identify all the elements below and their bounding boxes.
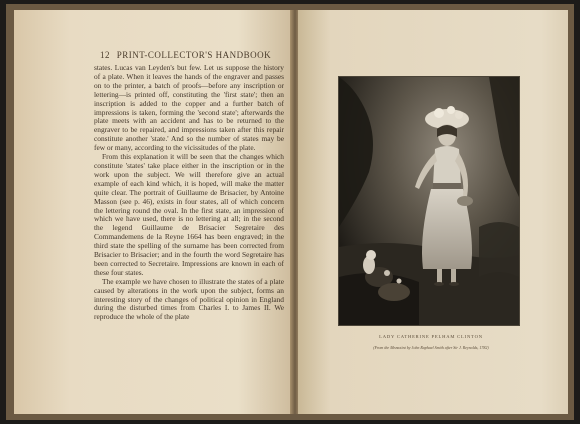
portrait-illustration — [339, 77, 519, 325]
left-page — [14, 10, 294, 414]
paragraph-1: states. Lucas van Leyden's but few. Let us suppose the history of a plate. When it leaves the hands of the engraver and passes on to the printer, a batch of proofs—before any inscription or lettering—is printed off, constituting the 'first state'; then an inscription is added to the copper and a further batch of impressions is taken, forming the 'second state'; afterwards the plate meets with an accident and has to be returned to the engraver to be repaired, and impressions taken after this repair constitute another 'state.' And so the number of states may be few or many, according to the vicissitudes of the plate. — [94, 63, 284, 153]
right-page — [298, 10, 568, 414]
running-head — [100, 50, 280, 60]
running-head-title: PRINT-COLLECTOR'S HANDBOOK — [116, 50, 272, 60]
plate-caption — [318, 334, 544, 350]
page-number: 12 — [100, 50, 110, 60]
caption-credit: (From the Mezzotint by John Raphael Smith after Sir J. Reynolds, 1782) — [373, 345, 489, 350]
mezzotint-plate — [338, 76, 520, 326]
body-text — [94, 64, 284, 322]
paragraph-3: The example we have chosen to illustrate the states of a plate caused by alterations in the work upon the subject, forms an interesting story of the changes of political opinion in England during the disturbed times from Charles I. to James II. We reproduce the whole of the plate — [94, 276, 284, 322]
paragraph-2: From this explanation it will be seen that the changes which constitute 'states' take place either in the inscription or in the work upon the subject. We will therefore give an actual example of each kind which, it is hoped, will make the matter quite clear. The portrait of Guillaume de Brisacier, by Antoine Masson (see p. 46), exists in four states, all of which concern the lettering round the oval. In the first state, an impression of which we have used, there is no lettering at all; in the second the legend Guillaume de Brisacier Segretaire des Commandemens de la Reyne 1664 has been engraved; in the third state the spelling of the surname has been corrected from Brisacier to Brisacier; and in the fourth the word Segretaire has been corrected to Secretaire. Impressions are known in each of these four states. — [94, 152, 284, 277]
caption-title: LADY CATHERINE PELHAM CLINTON — [379, 334, 483, 339]
open-book — [6, 4, 574, 420]
